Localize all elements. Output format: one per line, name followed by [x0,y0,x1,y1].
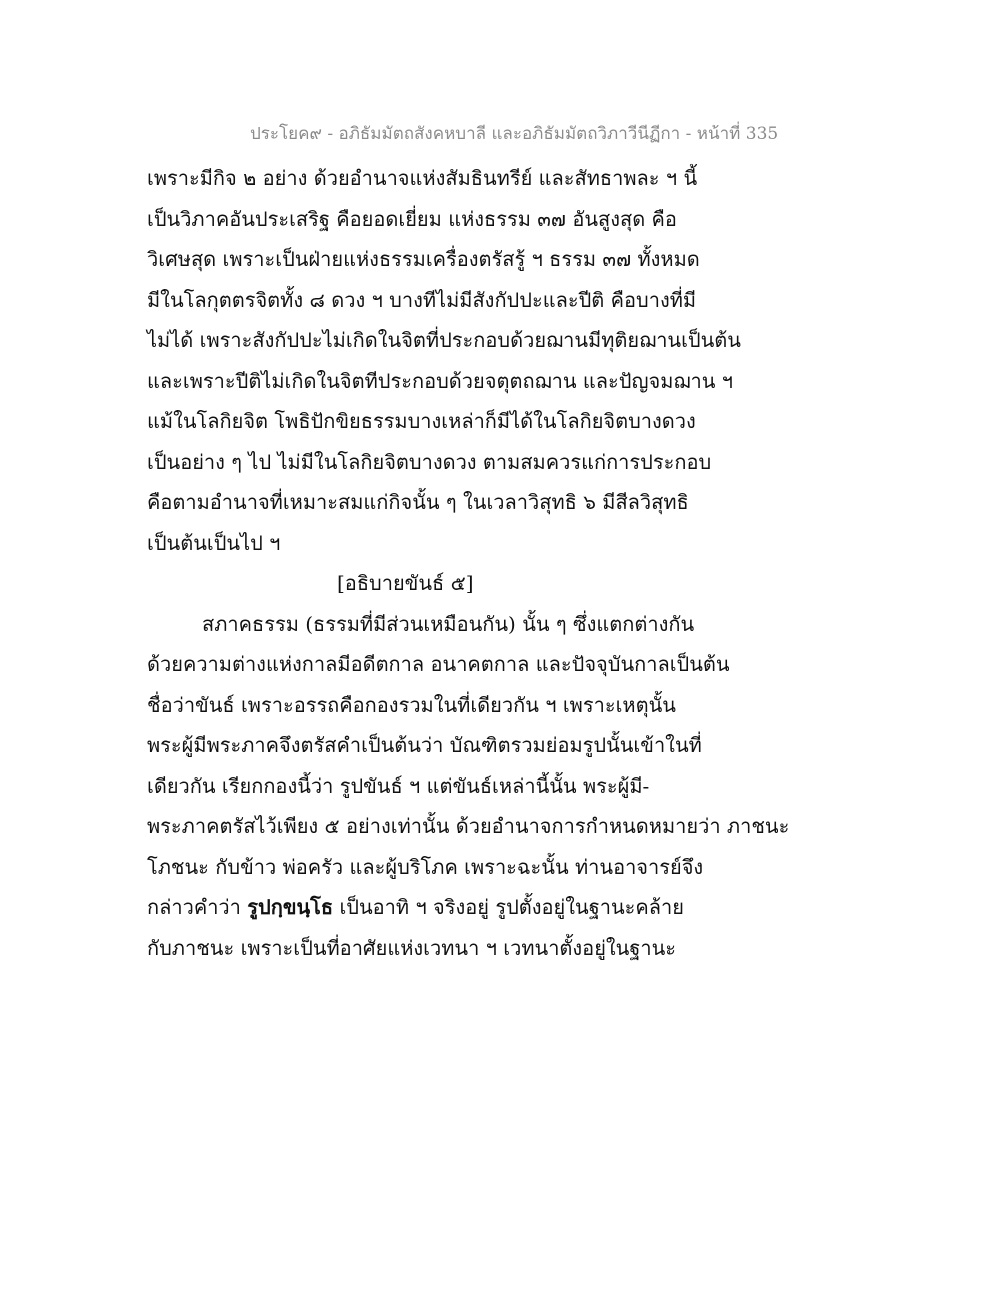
text-line: เป็นอย่าง ๆ ไป ไม่มีในโลกิยจิตบางดวง ตามสมควรแก่การประกอบ [147,449,712,474]
text-line: โภชนะ กับข้าว พ่อครัว และผู้บริโภค เพราะฉะนั้น ท่านอาจารย์จึง [147,854,704,879]
text-line: เดียวกัน เรียกกองนี้ว่า รูปขันธ์ ฯ แต่ขันธ์เหล่านี้นั้น พระผู้มี- [147,773,650,798]
text-line: เป็นต้นเป็นไป ฯ [147,530,281,555]
text-line: เพราะมีกิจ ๒ อย่าง ด้วยอำนาจแห่งสัมธินทรีย์ และสัทธาพละ ฯ นี้ [147,166,698,190]
text-line: กับภาชนะ เพราะเป็นที่อาศัยแห่งเวทนา ฯ เวทนาตั้งอยู่ในฐานะ [147,935,677,960]
text-line: ด้วยความต่างแห่งกาลมีอดีตกาล อนาคตกาล และปัจจุบันกาลเป็นต้น [147,652,730,676]
body-text [147,158,790,968]
section-heading: [อธิบายขันธ์ ๕] [337,571,474,595]
text-line: สภาคธรรม (ธรรมที่มีส่วนเหมือนกัน) นั้น ๆ ซึ่งแตกต่างกัน [202,611,695,636]
text-line: พระภาคตรัสไว้เพียง ๕ อย่างเท่านั้น ด้วยอำนาจการกำหนดหมายว่า ภาชนะ [147,814,790,838]
running-header: ประโยค๙ - อภิธัมมัตถสังคหบาลี และอภิธัมมัตถวิภาวีนีฏีกา - หน้าที่ 335 [250,124,779,144]
bold-term: รูปกฺขนฺโธ [247,895,334,919]
text-line: พระผู้มีพระภาคจึงตรัสคำเป็นต้นว่า บัณฑิตรวมย่อมรูปนั้นเข้าในที่ [147,733,702,757]
text-line: และเพราะปีติไม่เกิดในจิตทีประกอบด้วยจตุตถฌาน และปัญจมฌาน ฯ [147,368,734,393]
text-segment: เป็นอาทิ ฯ จริงอยู่ รูปตั้งอยู่ในฐานะคล้าย [333,895,684,919]
text-line: ไม่ได้ เพราะสังกัปปะไม่เกิดในจิตที่ประกอบด้วยฌานมีทุติยฌานเป็นต้น [147,328,741,352]
text-segment: กล่าวคำว่า [147,895,248,919]
text-line: เป็นวิภาคอันประเสริฐ คือยอดเยี่ยม แห่งธรรม ๓๗ อันสูงสุด คือ [147,206,677,231]
text-line: วิเศษสุด เพราะเป็นฝ่ายแห่งธรรมเครื่องตรัสรู้ ฯ ธรรม ๓๗ ทั้งหมด [147,247,700,271]
text-line: คือตามอำนาจที่เหมาะสมแก่กิจนั้น ๆ ในเวลาวิสุทธิ ๖ มีสีลวิสุทธิ [147,490,689,514]
text-line: ชื่อว่าขันธ์ เพราะอรรถคือกองรวมในที่เดียวกัน ฯ เพราะเหตุนั้น [147,692,676,717]
text-line-with-bold [147,887,787,928]
text-line: แม้ในโลกิยจิต โพธิปักขิยธรรมบางเหล่าก็มีได้ในโลกิยจิตบางดวง [147,409,696,433]
text-line: มีในโลกุตตรจิตทั้ง ๘ ดวง ฯ บางทีไม่มีสังกัปปะและปีติ คือบางที่มี [147,287,697,312]
